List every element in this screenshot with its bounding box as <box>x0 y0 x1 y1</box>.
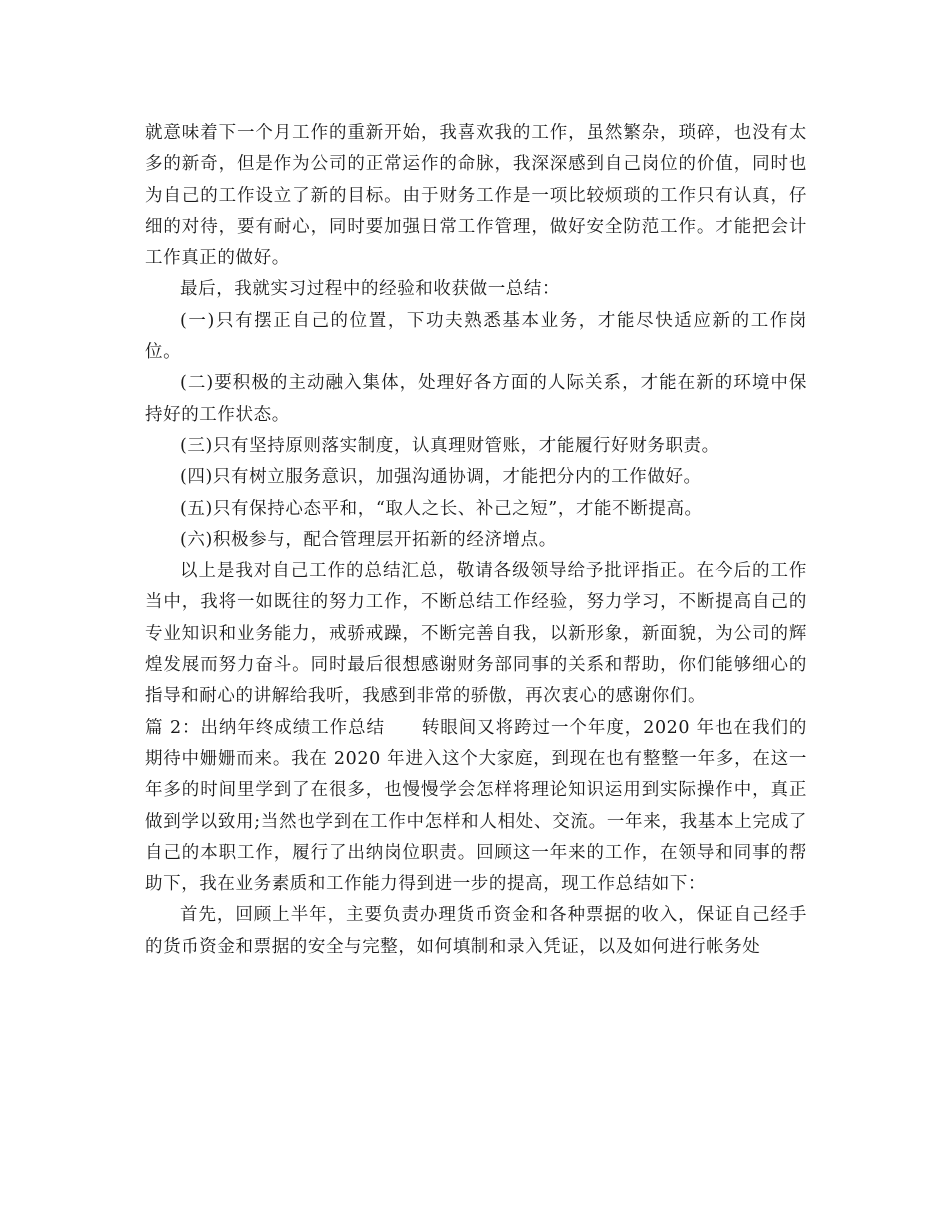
paragraph-9: 以上是我对自己工作的总结汇总，敬请各级领导给予批评指正。在今后的工作当中，我将一如既往的努力工作，不断总结工作经验，努力学习，不断提高自己的专业知识和业务能力，戒骄戒躁，不断完善自我，以新形象，新面貌，为公司的辉煌发展而努力奋斗。同时最后很想感谢财务部同事的关系和帮助，你们能够细心的指导和耐心的讲解给我听，我感到非常的骄傲，再次衷心的感谢你们。 <box>145 561 807 707</box>
paragraph-3: (一)只有摆正自己的位置，下功夫熟悉基本业务，才能尽快适应新的工作岗位。 <box>145 310 807 363</box>
paragraph-2: 最后，我就实习过程中的经验和收获做一总结： <box>180 279 561 300</box>
paragraph-1: 就意味着下一个月工作的重新开始，我喜欢我的工作，虽然繁杂，琐碎，也没有太多的新奇，但是作为公司的正常运作的命脉，我深深感到自己岗位的价值，同时也为自己的工作设立了新的目标。由于财务工作是一项比较烦琐的工作只有认真，仔细的对待，要有耐心，同时要加强日常工作管理，做好安全防范工作。才能把会计工作真正的做好。 <box>145 123 807 269</box>
paragraph-5: (三)只有坚持原则落实制度，认真理财管账，才能履行好财务职责。 <box>180 435 720 456</box>
paragraph-7: (五)只有保持心态平和，“取人之长、补己之短”，才能不断提高。 <box>180 498 703 519</box>
paragraph-10: 篇 2：出纳年终成绩工作总结 转眼间又将跨过一个年度，2020 年也在我们的期待中姗姗而来。我在 2020 年进入这个大家庭，到现在也有整整一年多，在这一年多的时间里学到了在很多，也慢慢学会怎样将理论知识运用到实际操作中，真正做到学以致用;当然也学到在工作中怎样和人相处、交流。一年来，我基本上完成了自己的本职工作，履行了出纳岗位职责。回顾这一年来的工作，在领导和同事的帮助下，我在业务素质和工作能力得到进一步的提高，现工作总结如下： <box>145 717 807 895</box>
document-body <box>145 118 807 963</box>
paragraph-8: (六)积极参与，配合管理层开拓新的经济增点。 <box>180 529 557 550</box>
paragraph-4: (二)要积极的主动融入集体，处理好各方面的人际关系，才能在新的环境中保持好的工作状态。 <box>145 373 807 425</box>
paragraph-11: 首先，回顾上半年，主要负责办理货币资金和各种票据的收入，保证自己经手的货币资金和票据的安全与完整，如何填制和录入凭证，以及如何进行帐务处 <box>145 905 807 957</box>
paragraph-6: (四)只有树立服务意识，加强沟通协调，才能把分内的工作做好。 <box>180 467 702 488</box>
